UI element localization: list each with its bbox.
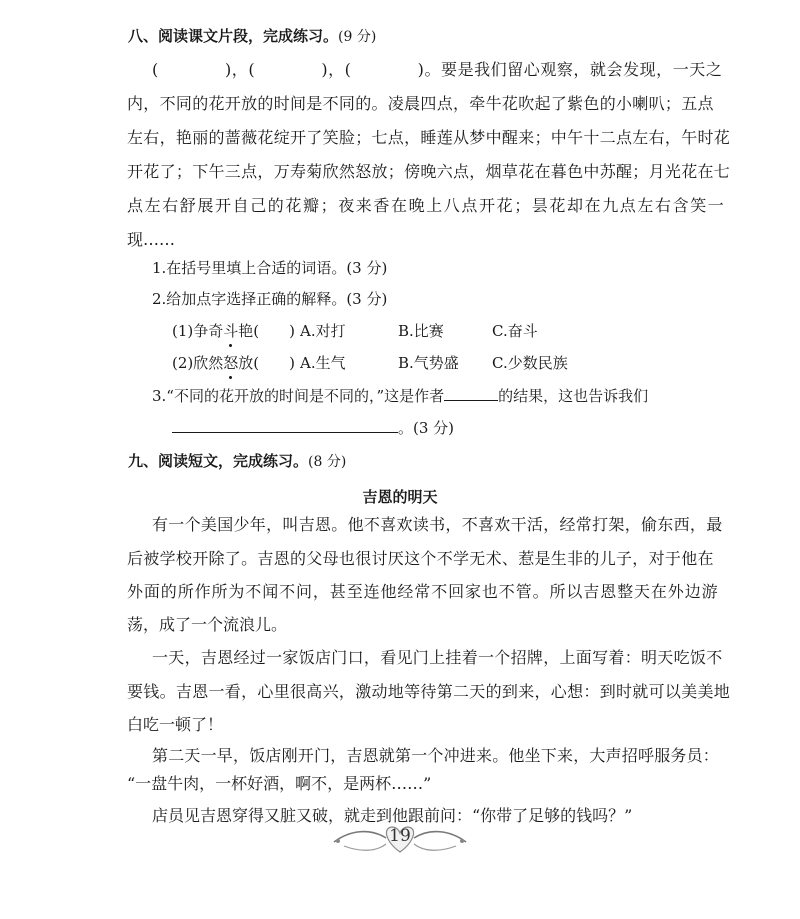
question-2: 2.给加点字选择正确的解释。(3 分) [152, 290, 388, 308]
question-2-item-1: (1)争奇斗艳( ) [172, 322, 295, 340]
option-b: B.气势盛 [398, 354, 459, 372]
question-1: 1.在括号里填上合适的词语。(3 分) [152, 259, 388, 277]
question-2-item-2: (2)欣然怒放( ) [172, 354, 295, 372]
story-line: 白吃一顿了！ [127, 715, 224, 734]
option-c: C.奋斗 [492, 322, 538, 340]
option-a: A.对打 [300, 322, 346, 340]
passage-blanks: ( )，( )，( )。 [152, 60, 442, 79]
story-line: “一盘牛肉，一杯好酒，啊不，是两杯……” [127, 774, 432, 793]
story-line: 荡，成了一个流浪儿。 [127, 615, 288, 634]
section-9-heading: 九、阅读短文，完成练习。(8 分) [128, 452, 347, 470]
option-b: B.比赛 [398, 322, 444, 340]
passage-line-3: 左右，艳丽的蔷薇花绽开了笑脸；七点，睡莲从梦中醒来；中午十二点左右，午时花 [127, 128, 731, 147]
story-title: 吉恩的明天 [362, 488, 438, 506]
question-3-continued: 。(3 分) [172, 418, 454, 438]
passage-line-2: 内，不同的花开放的时间是不同的。凌晨四点，牵牛花吹起了紫色的小喇叭；五点 [127, 94, 714, 113]
section-8-heading: 八、阅读课文片段，完成练习。(9 分) [128, 27, 377, 45]
story-line: 要钱。吉恩一看，心里很高兴，激动地等待第二天的到来，心想：到时就可以美美地 [127, 682, 731, 701]
passage-line-6: 现…… [127, 230, 176, 249]
dotted-character: 怒 [223, 354, 239, 372]
story-line: 店员见吉恩穿得又脏又破，就走到他跟前问：“你带了足够的钱吗？” [152, 806, 633, 825]
question-3: 3.“不同的花开放的时间是不同的，”这是作者 的结果，这也告诉我们 [152, 387, 649, 405]
story-line: 后被学校开除了。吉恩的父母也很讨厌这个不学无术、惹是生非的儿子，对于他在 [127, 549, 714, 568]
story-line: 有一个美国少年，叫吉恩。他不喜欢读书，不喜欢干活，经常打架，偷东西，最 [152, 515, 723, 534]
option-a: A.生气 [300, 354, 346, 372]
option-c: C.少数民族 [492, 354, 568, 372]
page-footer [330, 822, 470, 858]
passage-line-1: ( )，( )，( )。要是我们留心观察，就会发现，一天之 [152, 60, 723, 79]
story-line: 外面的所作所为不闻不问，甚至连他经常不回家也不管。所以吉恩整天在外边游 [127, 582, 719, 601]
story-line: 一天，吉恩经过一家饭店门口，看见门上挂着一个招牌，上面写着：明天吃饭不 [152, 648, 723, 667]
answer-blank[interactable] [172, 418, 398, 433]
passage-line-5: 点左右舒展开自己的花瓣；夜来香在晚上八点开花；昙花却在九点左右含笑一 [127, 196, 726, 215]
dotted-character: 斗 [223, 322, 239, 340]
story-line: 第二天一早，饭店刚开门，吉恩就第一个冲进来。他坐下来，大声招呼服务员： [152, 746, 720, 765]
page-number: 19 [389, 826, 411, 846]
passage-line-4: 开花了；下午三点，万寿菊欣然怒放；傍晚六点，烟草花在暮色中苏醒；月光花在七 [127, 162, 731, 181]
answer-blank[interactable] [444, 386, 498, 401]
